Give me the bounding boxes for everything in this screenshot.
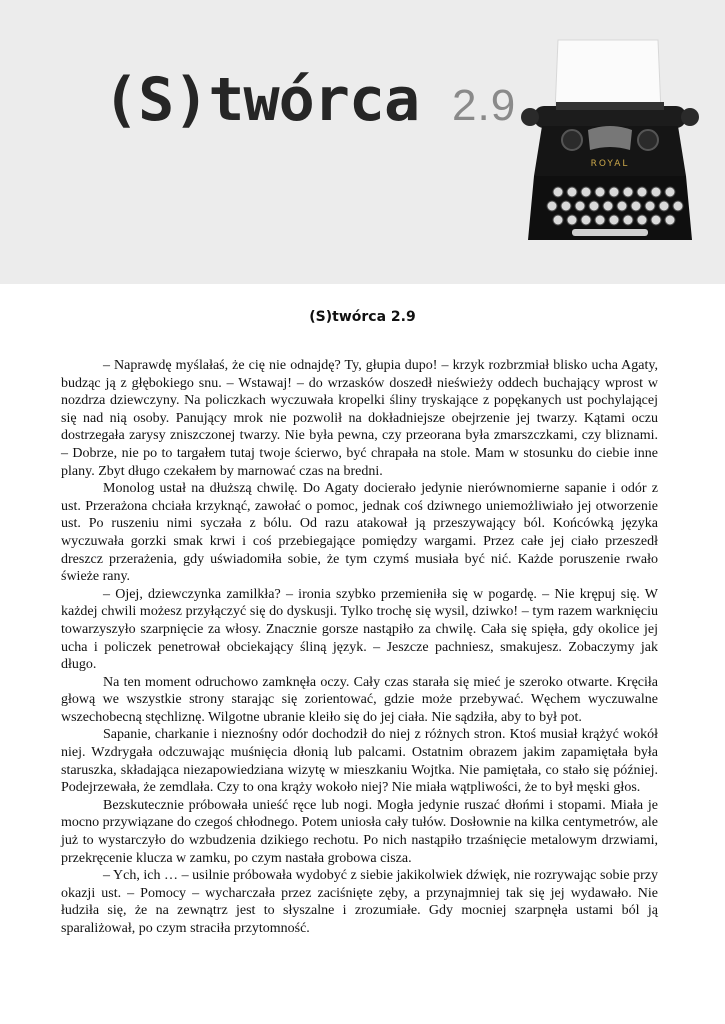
paragraph: Monolog ustał na dłuższą chwilę. Do Agaty docierało jedynie nierównomierne sapanie i odór z ust. Przerażona chciała krzyknąć, zawołać o pomoc, jednak coś dziwnego uniemożliwiało jej otworzenie ust. Po ruszeniu nimi syczała z bólu. Od razu atakował ją przeszywający ból. Końcówką języka wyczuwała gorzki smak krwi i coś przebiegające pomiędzy wargami. Przez całe jej ciało przeszedł dreszcz przerażenia, gdy uświadomiła sobie, że tym czymś musiała być nić. Każde poruszenie rwało świeże rany. <box>61 481 658 585</box>
brand-logo: (S)twórca <box>103 65 420 135</box>
paragraph: Bezskutecznie próbowała unieść ręce lub nogi. Mogła jedynie ruszać dłońmi i stopami. Miała je mocno przywiązane do czegoś chłodnego. Potem uniosła cały tułów. Dosłownie na kilka centymetrów, ale już to wystarczyło do wzbudzenia dzikiego rechotu. Po nich nastąpiło trzaśnięcie metalowym drzwiami, przekręcenie klucza w zamku, po czym nastała grobowa cisza. <box>61 797 658 866</box>
paragraph: Sapanie, charkanie i nieznośny odór dochodził do niej z różnych stron. Ktoś musiał krążyć wokół niej. Wzdrygała odczuwając muśnięcia dłonią lub palcami. Ostatnim obrazem jakim zapamiętała była staruszka, składająca niezapowiedziana wizytę w mieszkaniu Wojtka. Nie pamiętała, co stało się później. Podejrzewała, że zemdlała. Czy to ona krąży wokoło niej? Nie miała wątpliwości, że to był męski głos. <box>61 727 658 796</box>
typewriter-illustration <box>520 26 700 256</box>
paragraph: – Ych, ich … – usilnie próbowała wydobyć z siebie jakikolwiek dźwięk, nie rozrywając sobie przy okazji ust. – Pomocy – wycharczała przez zaciśnięte zęby, a przynajmniej tak się jej wydawało. Nie łudziła się, że na zewnątrz jest to słyszalne i zrozumiałe. Gdy mocniej szarpnęła ustami ból ją sparaliżował, po czym straciła przytomność. <box>61 868 658 936</box>
paragraph: Na ten moment odruchowo zamknęła oczy. Cały czas starała się mieć je szeroko otwarte. Kręciła głową we wszystkie strony starając się zorientować, gdzie może przebywać. Węchem wyczuwalne wszechobecną stęchliznę. Wilgotne ubranie kleiło się do jej ciała. Nie sądziła, aby to był pot. <box>61 674 658 725</box>
brand-version: 2.9 <box>452 81 517 130</box>
header-banner <box>0 0 725 284</box>
paragraph: – Naprawdę myślałaś, że cię nie odnajdę? Ty, głupia dupo! – krzyk rozbrzmiał blisko ucha Agaty, budząc ją z głębokiego snu. – Wstawaj! – do wrzasków doszedł nieświeży oddech buchający wprost w nozdrza dziewczyny. Na policzkach wyczuwała kropelki śliny tryskające z popękanych ust pochylającej się nad nią osoby. Panujący mrok nie pozwolił na dokładniejsze obejrzenie jej twarzy. Kątami oczu dostrzegała zarysy zniszczonej twarzy. Nie była pewna, czy przeorana była zmarszczkami, czy bliznami. – Dobrze, nie po to targałem tutaj twoje ścierwo, być chrapała na stole. Mam w stosunku do ciebie inne plany. Zbyt długo czekałem by marnować czas na bredni. <box>61 358 658 479</box>
typewriter-brand-label: ROYAL <box>590 159 630 169</box>
document-title: (S)twórca 2.9 <box>309 309 416 325</box>
story-body <box>61 357 658 938</box>
paragraph: – Ojej, dziewczynka zamilkła? – ironia szybko przemieniła się w pogardę. – Nie krępuj się. W każdej chwili możesz przyłączyć się do dyskusji. Tylko trochę się wysil, dziwko! – tym razem warknięciu towarzyszyło szarpnięcie za włosy. Znacznie gorsze nastąpiło za chwilę. Cała się spięła, gdy okolice jej ucha i policzek penetrował obciekający śliną język. – Jeszcze pachniesz, smakujesz. Zobaczymy jak długo. <box>61 586 658 673</box>
